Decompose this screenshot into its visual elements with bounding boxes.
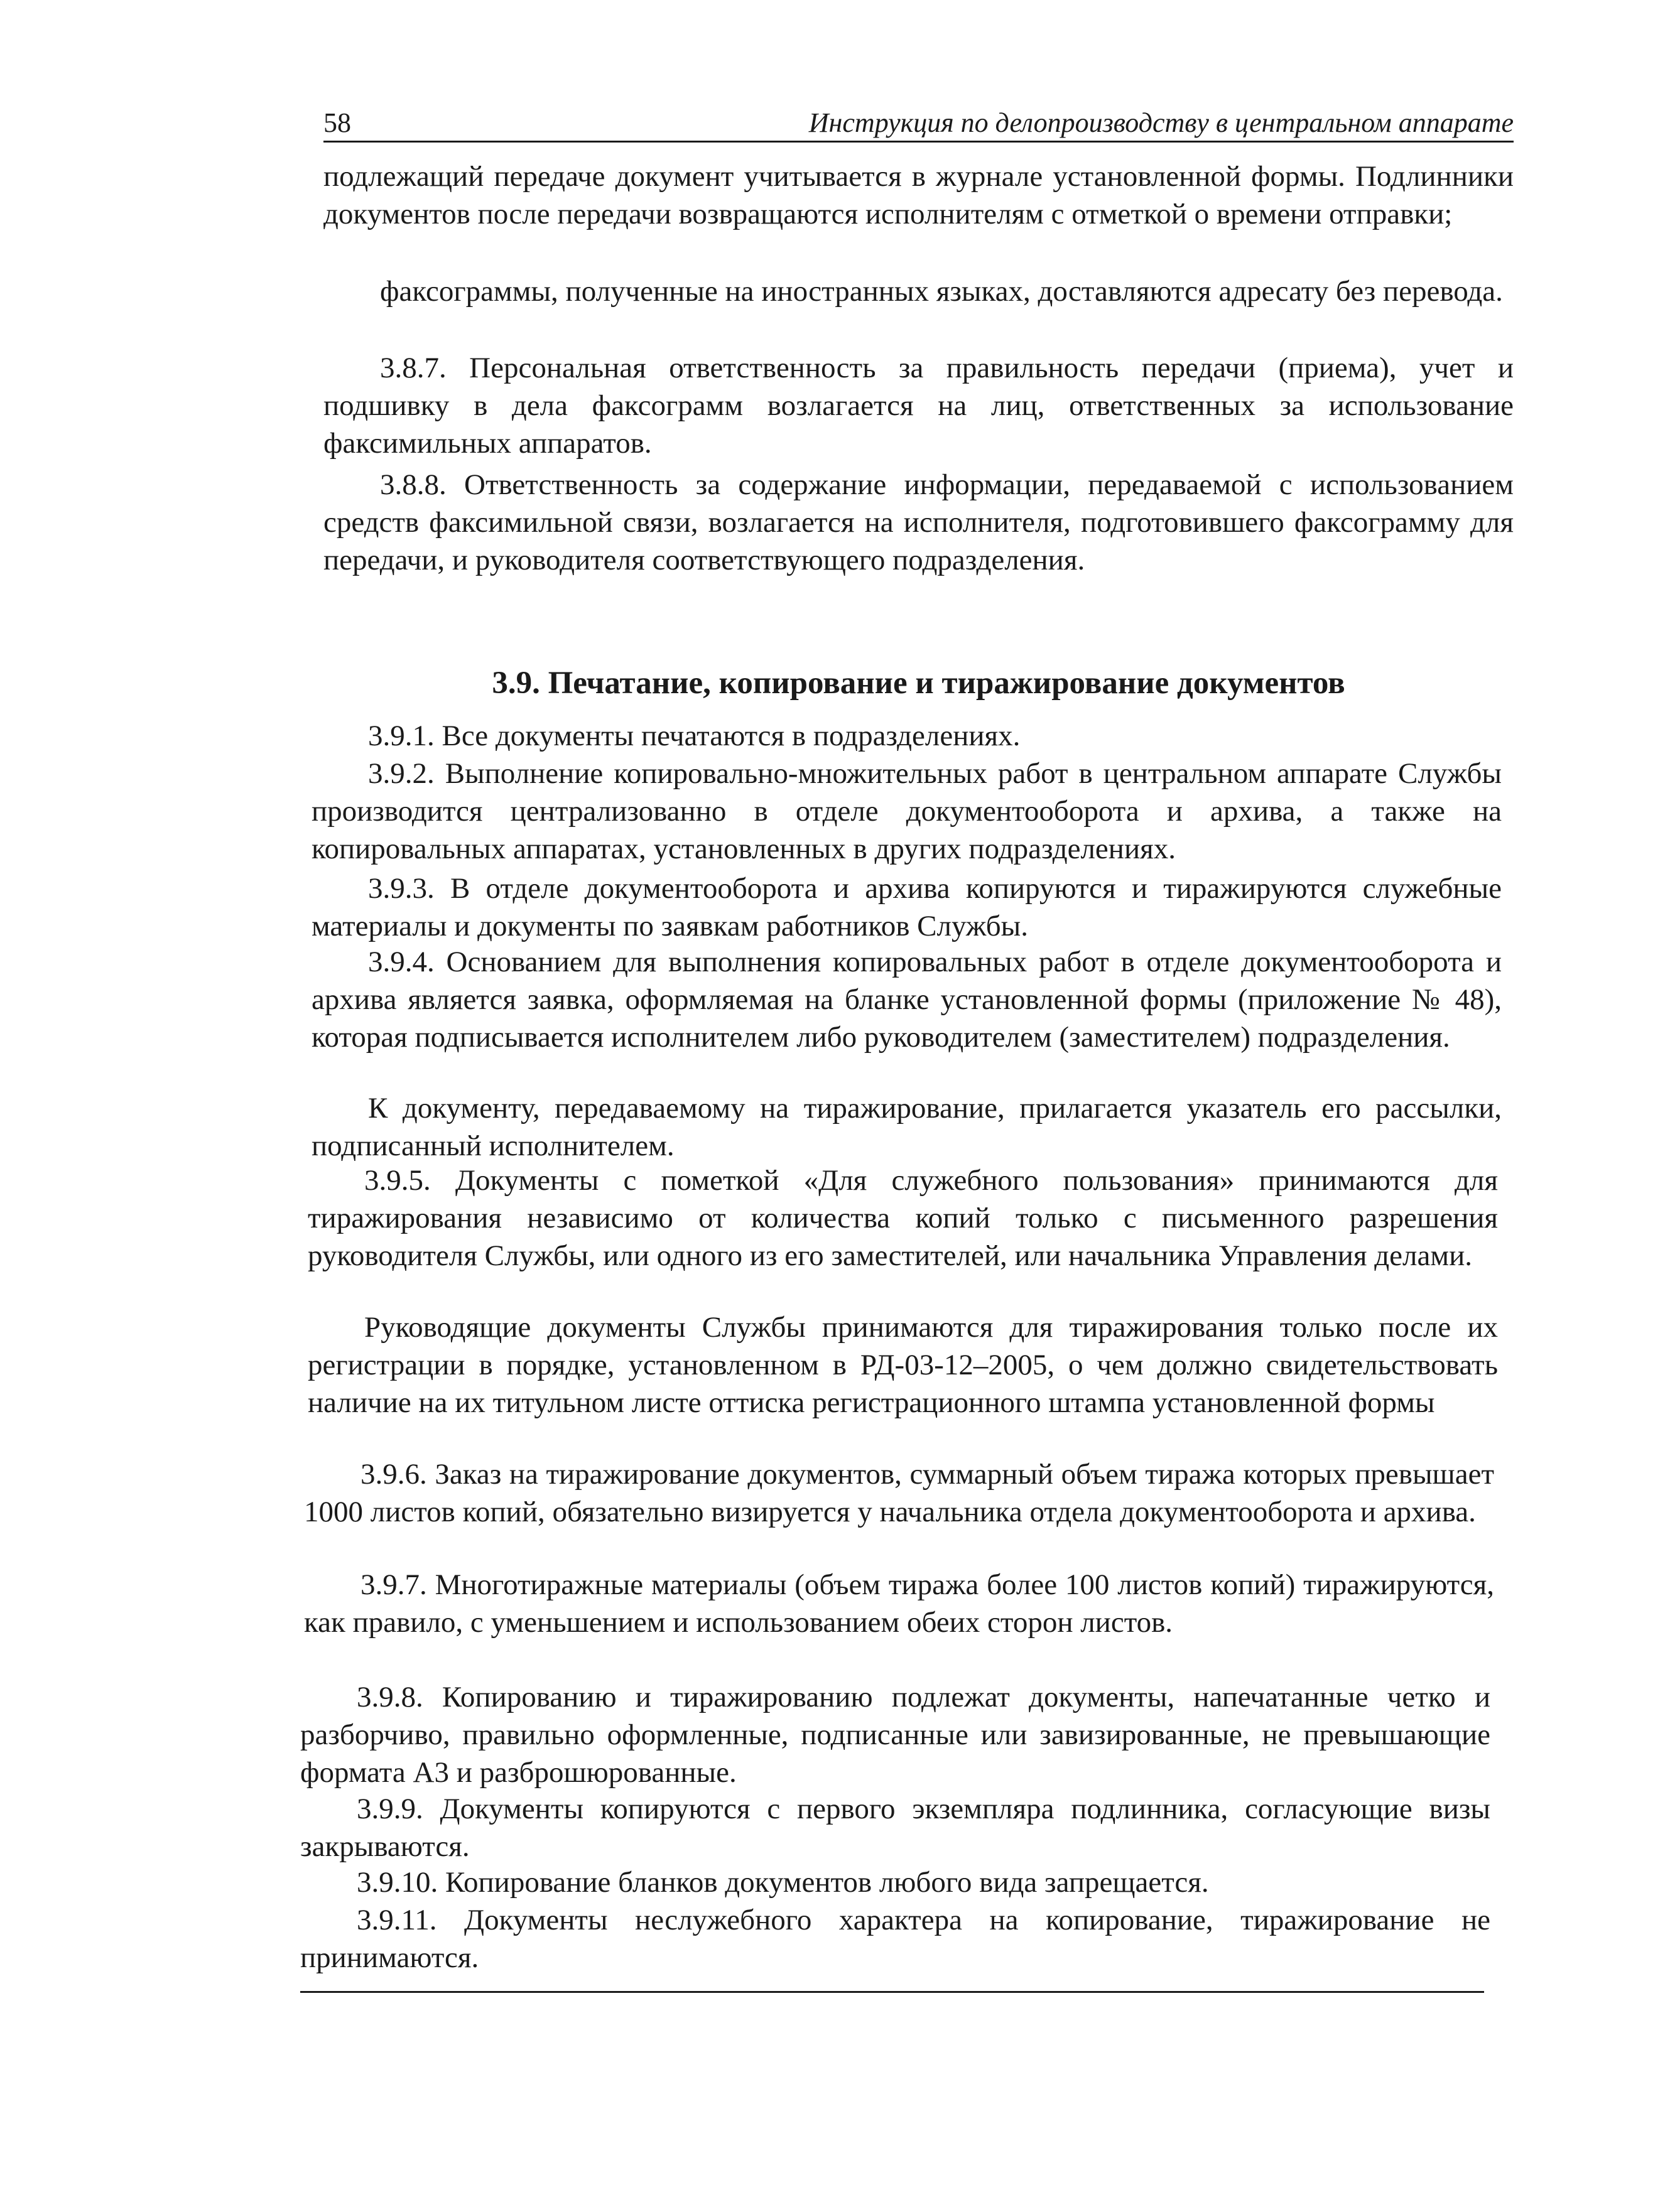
paragraph-3-9-7: 3.9.7. Многотиражные материалы (объем тиража более 100 листов копий) тиражируются, как правило, с уменьшением и использованием обеих сторон листов. xyxy=(304,1568,1494,1639)
running-title: Инструкция по делопроизводству в центральном аппарате xyxy=(808,107,1514,138)
paragraph-attachment-note: К документу, передаваемому на тиражирование, прилагается указатель его рассылки, подписанный исполнителем. xyxy=(312,1092,1502,1162)
paragraph-3-9-6: 3.9.6. Заказ на тиражирование документов, суммарный объем тиража которых превышает 1000 листов копий, обязательно визируется у начальника отдела документооборота и архива. xyxy=(304,1458,1494,1528)
paragraph-3-9-8: 3.9.8. Копированию и тиражированию подлежат документы, напечатанные четко и разборчиво, правильно оформленные, подписанные или завизированные, не превышающие формата А3 и разброшюрованные. xyxy=(300,1681,1490,1789)
paragraph-3-9-4: 3.9.4. Основанием для выполнения копировальных работ в отделе документооборота и архива является заявка, оформляемая на бланке установленной формы (приложение № 48), которая подписывается исполнителем либо руководителем (заместителем) подразделения. xyxy=(312,946,1502,1054)
footer-divider xyxy=(300,1991,1484,1993)
paragraph-3-9-11: 3.9.11. Документы неслужебного характера на копирование, тиражирование не принимаются. xyxy=(300,1904,1490,1974)
paragraph-3-8-7: 3.8.7. Персональная ответственность за правильность передачи (приема), учет и подшивку в дела факсограмм возлагается на лиц, ответственных за использование факсимильных аппаратов. xyxy=(323,352,1514,460)
paragraph-3-8-8: 3.8.8. Ответственность за содержание информации, передаваемой с использованием средств факсимильной связи, возлагается на исполнителя, подготовившего факсограмму для передачи, и руководителя соответствующего подразделения. xyxy=(323,468,1514,576)
paragraph-3-9-9: 3.9.9. Документы копируются с первого экземпляра подлинника, согласующие визы закрываются. xyxy=(300,1793,1490,1863)
paragraph-3-9-1: 3.9.1. Все документы печатаются в подразделениях. xyxy=(368,720,1021,752)
paragraph-continuation: подлежащий передаче документ учитывается в журнале установленной формы. Подлинники документов после передачи возвращаются исполнителям с отметкой о времени отправки; xyxy=(323,160,1514,230)
paragraph-3-9-5: 3.9.5. Документы с пометкой «Для служебного пользования» принимаются для тиражирования независимо от количества копий только с письменного разрешения руководителя Службы, или одного из его заместителей, или начальника Управления делами. xyxy=(308,1164,1498,1272)
paragraph-3-9-2: 3.9.2. Выполнение копировально-множительных работ в центральном аппарате Службы производится централизованно в отделе документооборота и архива, а также на копировальных аппаратах, установленных в других подразделениях. xyxy=(312,757,1502,865)
section-heading-3-9: 3.9. Печатание, копирование и тиражирование документов xyxy=(492,666,1345,701)
paragraph-faxograms-foreign: факсограммы, полученные на иностранных языках, доставляются адресату без перевода. xyxy=(380,275,1503,308)
page-number: 58 xyxy=(323,107,351,138)
page-header xyxy=(323,95,1514,143)
paragraph-guiding-documents: Руководящие документы Службы принимаются для тиражирования только после их регистрации в порядке, установленном в РД-03-12–2005, о чем должно свидетельствовать наличие на их титульном листе оттиска регистрационного штампа установленной формы xyxy=(308,1311,1498,1419)
paragraph-3-9-3: 3.9.3. В отделе документооборота и архива копируются и тиражируются служебные материалы и документы по заявкам работников Службы. xyxy=(312,872,1502,942)
paragraph-3-9-10: 3.9.10. Копирование бланков документов любого вида запрещается. xyxy=(357,1866,1209,1899)
